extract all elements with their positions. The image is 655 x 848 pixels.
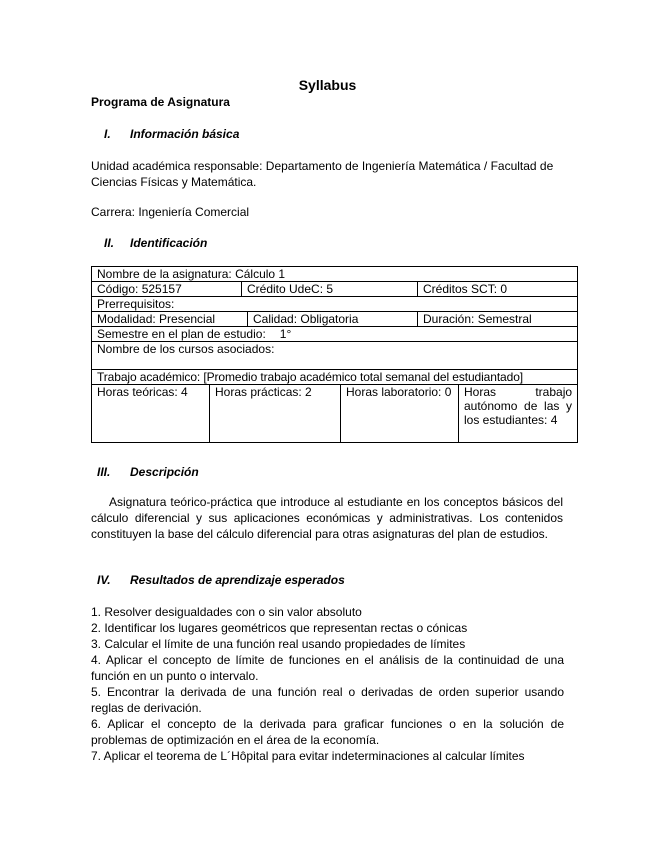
section-number: I. <box>104 127 111 141</box>
credito-udec: Crédito UdeC: 5 <box>242 282 418 297</box>
document-subtitle: Programa de Asignatura <box>91 95 230 109</box>
unidad-academica: Unidad académica responsable: Departamento de Ingeniería Matemática / Facultad de Ciencias Físicas y Matemática. <box>91 159 554 189</box>
horas-teoricas: Horas teóricas: 4 <box>92 385 210 443</box>
list-item: 5. Encontrar la derivada de una función real o derivadas de orden superior usando reglas de derivación. <box>91 685 564 715</box>
list-item: 7. Aplicar el teorema de L´Hôpital para evitar indeterminaciones al calcular límites <box>91 749 525 763</box>
section-title: Resultados de aprendizaje esperados <box>130 573 345 587</box>
descripcion-text: Asignatura teórico-práctica que introduce al estudiante en los conceptos básicos del cálculo diferencial y sus aplicaciones económicas y administrativas. Los contenidos constituyen la base del cálculo diferencial para otras asignaturas del plan de estudios. <box>91 495 563 541</box>
identification-table <box>91 266 578 443</box>
horas-laboratorio: Horas laboratorio: 0 <box>341 385 459 443</box>
section-title: Identificación <box>130 236 208 250</box>
section-number: III. <box>97 465 111 479</box>
section-number: IV. <box>97 573 111 587</box>
list-item: 6. Aplicar el concepto de la derivada para graficar funciones o en la solución de problemas de optimización en el área de la economía. <box>91 717 564 747</box>
horas-autonomo: Horas trabajo autónomo de las y los estudiantes: 4 <box>459 385 578 443</box>
horas-practicas: Horas prácticas: 2 <box>210 385 341 443</box>
section-heading-informacion <box>104 127 239 141</box>
section-heading-resultados <box>97 573 345 587</box>
list-item: 2. Identificar los lugares geométricos que representan rectas o cónicas <box>91 621 468 635</box>
cursos-asociados: Nombre de los cursos asociados: <box>92 342 578 370</box>
list-item: 3. Calcular el límite de una función real usando propiedades de límites <box>91 637 466 651</box>
duracion: Duración: Semestral <box>418 312 578 327</box>
list-item: 4. Aplicar el concepto de límite de funciones en el análisis de la continuidad de una función en un punto o intervalo. <box>91 653 564 683</box>
creditos-sct: Créditos SCT: 0 <box>418 282 578 297</box>
modalidad: Modalidad: Presencial <box>92 312 248 327</box>
list-item: 1. Resolver desigualdades con o sin valor absoluto <box>91 605 362 619</box>
section-heading-descripcion <box>97 465 199 479</box>
semestre-label: Semestre en el plan de estudio: <box>97 327 266 341</box>
prerrequisitos: Prerrequisitos: <box>92 297 578 312</box>
resultados-list <box>91 604 564 764</box>
semestre <box>92 327 578 342</box>
codigo: Código: 525157 <box>92 282 242 297</box>
section-title: Información básica <box>130 127 240 141</box>
section-title: Descripción <box>130 465 199 479</box>
calidad: Calidad: Obligatoria <box>248 312 418 327</box>
nombre-asignatura: Nombre de la asignatura: Cálculo 1 <box>92 267 578 282</box>
section-number: II. <box>104 236 115 250</box>
trabajo-academico: Trabajo académico: [Promedio trabajo académico total semanal del estudiantado] <box>92 370 578 385</box>
section-heading-identificacion <box>104 236 207 250</box>
carrera: Carrera: Ingeniería Comercial <box>91 205 250 219</box>
semestre-value: 1° <box>279 327 292 341</box>
page-title: Syllabus <box>298 77 357 93</box>
